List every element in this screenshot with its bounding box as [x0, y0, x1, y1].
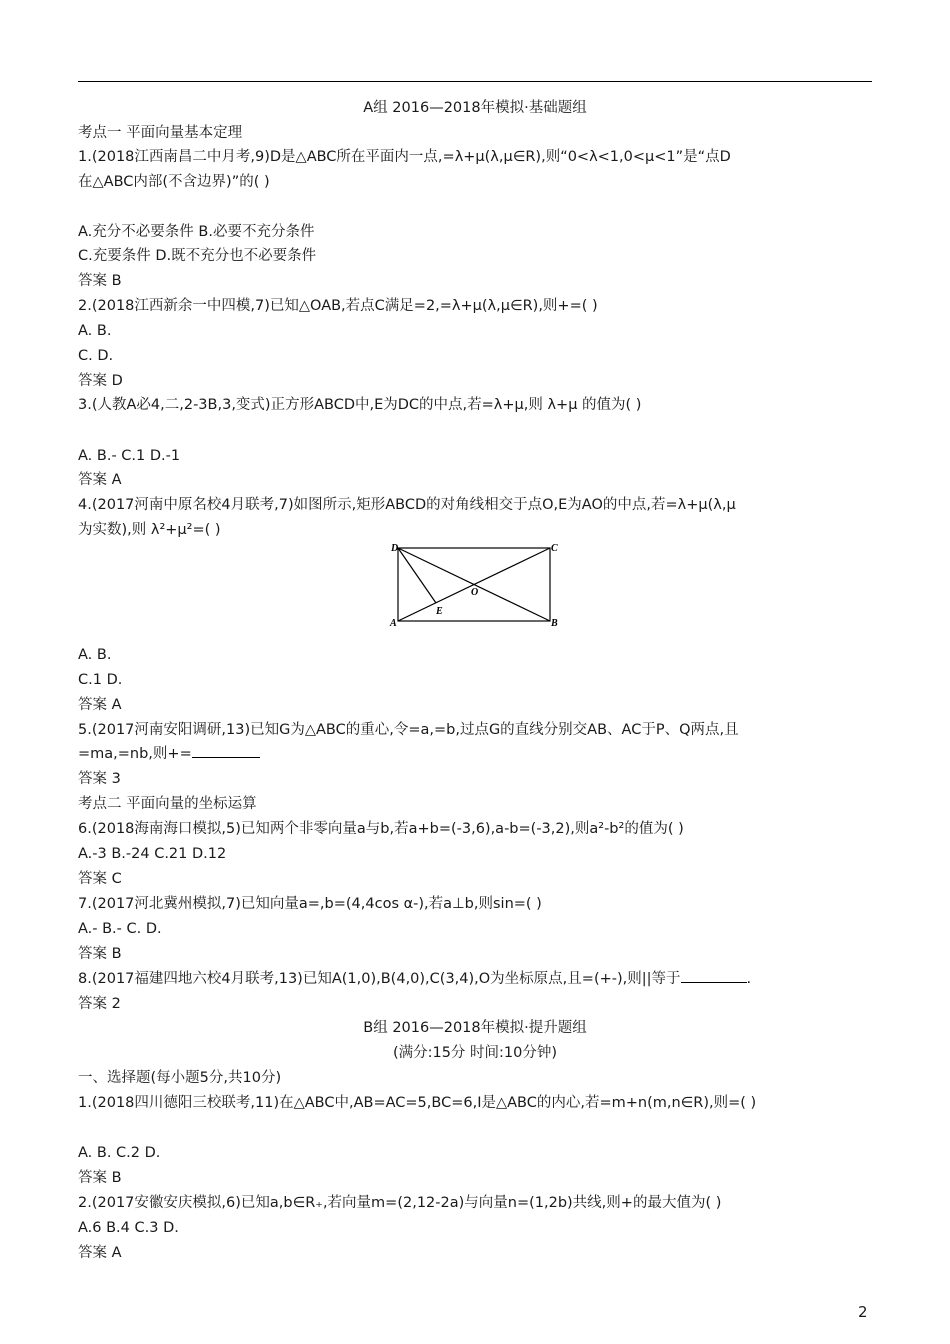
- q4-answer: 答案 A: [78, 697, 122, 713]
- b2-answer: 答案 A: [78, 1245, 122, 1261]
- q2-options-2: C. D.: [78, 348, 114, 364]
- q3-line-1: 3.(人教A必4,二,2-3B,3,变式)正方形ABCD中,E为DC的中点,若=λ+μ,则 λ+μ 的值为( ): [78, 397, 642, 413]
- q4-options-1: A. B.: [78, 647, 112, 663]
- q7-answer: 答案 B: [78, 946, 122, 962]
- q3-options-1: A. B.- C.1 D.-1: [78, 448, 181, 464]
- q2-answer: 答案 D: [78, 373, 123, 389]
- topic-2-heading: 考点二 平面向量的坐标运算: [78, 796, 257, 812]
- q4-options-2: C.1 D.: [78, 672, 123, 688]
- q8-answer: 答案 2: [78, 996, 121, 1012]
- b2-line-1: 2.(2017安徽安庆模拟,6)已知a,b∈R₊,若向量m=(2,12-2a)与向量n=(1,2b)共线,则+的最大值为( ): [78, 1195, 722, 1211]
- b1-answer: 答案 B: [78, 1170, 122, 1186]
- q1-options-1: A.充分不必要条件 B.必要不充分条件: [78, 224, 315, 240]
- topic-1-heading: 考点一 平面向量基本定理: [78, 125, 243, 141]
- b2-options-1: A.6 B.4 C.3 D.: [78, 1220, 179, 1236]
- b1-line-1: 1.(2018四川德阳三校联考,11)在△ABC中,AB=AC=5,BC=6,I是△ABC的内心,若=m+n(m,n∈R),则=( ): [78, 1095, 757, 1111]
- q6-line-1: 6.(2018海南海口模拟,5)已知两个非零向量a与b,若a+b=(-3,6),a-b=(-3,2),则a²-b²的值为( ): [78, 821, 684, 837]
- group-b-title: B组 2016—2018年模拟·提升题组: [363, 1020, 587, 1036]
- rectangle-figure: [385, 538, 565, 630]
- q5-line-1: 5.(2017河南安阳调研,13)已知G为△ABC的重心,令=a,=b,过点G的直线分别交AB、AC于P、Q两点,且: [78, 722, 739, 738]
- q3-answer: 答案 A: [78, 472, 122, 488]
- q6-answer: 答案 C: [78, 871, 122, 887]
- q5-answer-blank: [192, 745, 260, 758]
- label-o: O: [471, 587, 479, 598]
- q1-line-2: 在△ABC内部(不含边界)”的( ): [78, 174, 270, 190]
- q1-options-2: C.充要条件 D.既不充分也不必要条件: [78, 248, 317, 264]
- q7-line-1: 7.(2017河北冀州模拟,7)已知向量a=,b=(4,4cos α-),若a⊥b,则sin=( ): [78, 896, 542, 912]
- header-rule: [78, 81, 872, 82]
- group-b-subtitle: (满分:15分 时间:10分钟): [392, 1045, 558, 1061]
- q4-line-1: 4.(2017河南中原名校4月联考,7)如图所示,矩形ABCD的对角线相交于点O,E为AO的中点,若=λ+μ(λ,μ: [78, 497, 736, 513]
- label-d: D: [391, 543, 399, 554]
- q8-answer-blank: [681, 970, 747, 983]
- q6-options-1: A.-3 B.-24 C.21 D.12: [78, 846, 227, 862]
- q4-line-2: 为实数),则 λ²+μ²=( ): [78, 522, 221, 538]
- q1-answer: 答案 B: [78, 273, 122, 289]
- section-1-heading: 一、选择题(每小题5分,共10分): [78, 1070, 282, 1086]
- label-e: E: [436, 606, 443, 617]
- q8-line-1: 8.(2017福建四地六校4月联考,13)已知A(1,0),B(4,0),C(3,4),O为坐标原点,且=(+-),则||等于 .: [78, 971, 752, 987]
- q1-line-1: 1.(2018江西南昌二中月考,9)D是△ABC所在平面内一点,=λ+μ(λ,μ∈R),则“0<λ<1,0<μ<1”是“点D: [78, 149, 731, 165]
- b1-options-1: A. B. C.2 D.: [78, 1145, 161, 1161]
- q8-line-1-text: 8.(2017福建四地六校4月联考,13)已知A(1,0),B(4,0),C(3,4),O为坐标原点,且=(+-),则||等于: [78, 971, 681, 987]
- label-a: A: [390, 618, 397, 629]
- q2-options-1: A. B.: [78, 323, 112, 339]
- q5-answer: 答案 3: [78, 771, 121, 787]
- group-a-title: A组 2016—2018年模拟·基础题组: [363, 100, 587, 116]
- q5-line-2-text: =ma,=nb,则+=: [78, 746, 192, 762]
- q2-line-1: 2.(2018江西新余一中四模,7)已知△OAB,若点C满足=2,=λ+μ(λ,μ∈R),则+=( ): [78, 298, 598, 314]
- q7-options-1: A.- B.- C. D.: [78, 921, 162, 937]
- q5-line-2: [78, 745, 878, 763]
- label-b: B: [551, 618, 558, 629]
- page-number: 2: [858, 1303, 868, 1321]
- label-c: C: [551, 543, 558, 554]
